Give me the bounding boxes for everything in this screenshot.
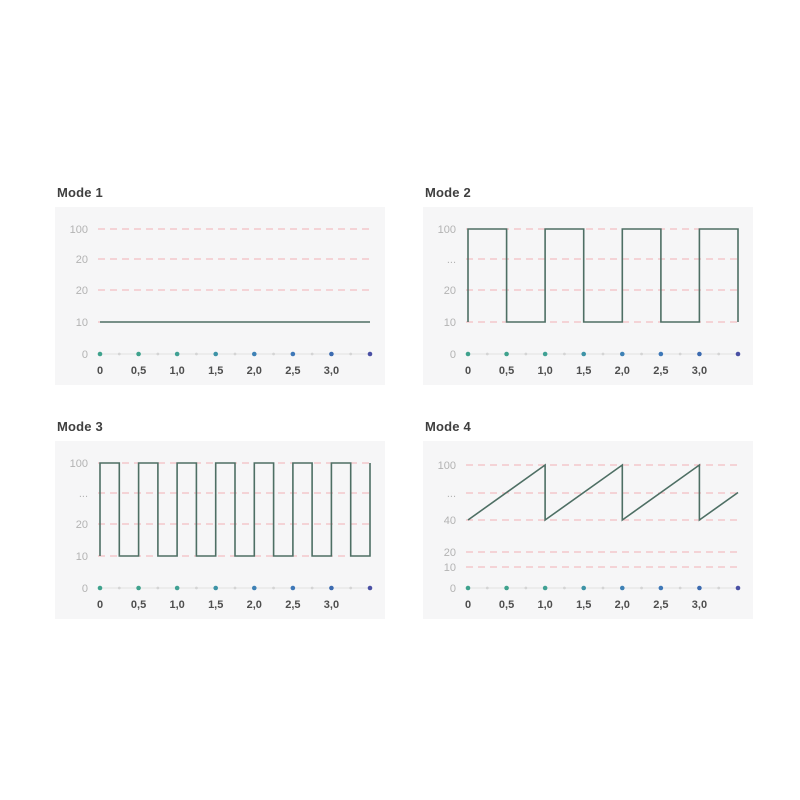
x-axis-dot	[466, 352, 471, 357]
x-axis-minor-dot	[563, 353, 566, 356]
chart-title: Mode 4	[425, 419, 471, 434]
x-axis-minor-dot	[486, 353, 489, 356]
y-tick-label: 40	[443, 515, 456, 527]
x-axis-minor-dot	[118, 587, 121, 590]
x-axis-minor-dot	[349, 587, 352, 590]
x-axis-dot	[98, 586, 103, 591]
x-axis-minor-dot	[349, 353, 352, 356]
x-axis-minor-dot	[679, 587, 682, 590]
x-axis-dot	[659, 352, 664, 357]
x-tick-label: 0	[96, 599, 104, 611]
chart-title: Mode 2	[425, 185, 471, 200]
x-axis-minor-dot	[717, 587, 720, 590]
x-axis-minor-dot	[272, 587, 275, 590]
chart-title: Mode 1	[57, 185, 103, 200]
x-tick-label: 3,0	[323, 599, 340, 611]
chart-plot-background	[423, 441, 753, 619]
x-tick-label: 1,0	[169, 599, 185, 611]
y-tick-label: 20	[75, 254, 88, 266]
x-tick-label: 0,5	[130, 599, 147, 611]
x-tick-label: 0	[464, 365, 472, 377]
x-axis-minor-dot	[272, 353, 275, 356]
x-axis-dot	[368, 586, 373, 591]
x-axis-dot	[620, 586, 625, 591]
x-tick-label: 3,0	[691, 365, 708, 377]
x-axis-dot	[697, 586, 702, 591]
x-axis-minor-dot	[195, 353, 198, 356]
x-tick-label: 0,5	[498, 365, 515, 377]
x-axis-dot	[368, 352, 373, 357]
x-tick-label: 2,5	[285, 365, 301, 377]
x-axis-minor-dot	[717, 353, 720, 356]
chart-svg	[423, 207, 753, 385]
y-tick-label: 20	[443, 285, 456, 297]
y-tick-label: 0	[81, 583, 88, 595]
y-tick-label: ...	[446, 254, 456, 266]
x-tick-label: 2,0	[614, 365, 630, 377]
x-tick-label: 1,0	[537, 599, 553, 611]
x-axis-minor-dot	[311, 353, 314, 356]
x-tick-label: 3,0	[323, 365, 340, 377]
x-axis-dot	[581, 352, 586, 357]
x-axis-dot	[543, 352, 548, 357]
x-axis-dot	[329, 352, 334, 357]
x-axis-dot	[581, 586, 586, 591]
y-tick-label: ...	[446, 488, 456, 500]
x-tick-label: 3,0	[691, 599, 708, 611]
x-axis-minor-dot	[486, 587, 489, 590]
x-tick-label: 0,5	[130, 365, 147, 377]
y-tick-label: 100	[437, 224, 456, 236]
chart-panel-mode4	[423, 420, 753, 619]
x-axis-minor-dot	[156, 353, 159, 356]
x-axis-dot	[736, 352, 741, 357]
x-tick-label: 1,0	[537, 365, 553, 377]
y-tick-label: ...	[78, 488, 88, 500]
chart-title: Mode 3	[57, 419, 103, 434]
chart-panel-mode2	[423, 186, 753, 385]
x-tick-label: 2,0	[246, 365, 262, 377]
x-axis-minor-dot	[311, 587, 314, 590]
y-tick-label: 10	[75, 317, 88, 329]
x-tick-label: 1,5	[208, 365, 224, 377]
y-tick-label: 100	[69, 458, 88, 470]
y-tick-label: 20	[443, 547, 456, 559]
x-tick-label: 2,5	[653, 365, 669, 377]
chart-plot-background	[55, 441, 385, 619]
x-axis-minor-dot	[679, 353, 682, 356]
x-axis-dot	[252, 586, 257, 591]
x-axis-dot	[697, 352, 702, 357]
x-tick-label: 0,5	[498, 599, 515, 611]
x-axis-dot	[329, 586, 334, 591]
x-axis-dot	[252, 352, 257, 357]
y-tick-label: 100	[69, 224, 88, 236]
x-axis-minor-dot	[118, 353, 121, 356]
x-axis-dot	[136, 586, 141, 591]
chart-plot-background	[55, 207, 385, 385]
x-axis-dot	[213, 586, 218, 591]
y-tick-label: 0	[449, 349, 456, 361]
x-axis-minor-dot	[524, 353, 527, 356]
x-axis-dot	[213, 352, 218, 357]
chart-svg	[55, 207, 385, 385]
y-tick-label: 20	[75, 285, 88, 297]
x-tick-label: 2,5	[285, 599, 301, 611]
x-axis-dot	[98, 352, 103, 357]
x-axis-dot	[736, 586, 741, 591]
x-axis-dot	[659, 586, 664, 591]
chart-plot-background	[423, 207, 753, 385]
x-axis-dot	[504, 352, 509, 357]
y-tick-label: 10	[75, 551, 88, 563]
y-tick-label: 0	[81, 349, 88, 361]
x-axis-dot	[620, 352, 625, 357]
x-tick-label: 2,0	[246, 599, 262, 611]
y-tick-label: 10	[443, 317, 456, 329]
x-axis-dot	[291, 352, 296, 357]
x-axis-dot	[504, 586, 509, 591]
x-tick-label: 1,0	[169, 365, 185, 377]
y-tick-label: 20	[75, 519, 88, 531]
x-axis-minor-dot	[563, 587, 566, 590]
x-axis-minor-dot	[640, 353, 643, 356]
x-axis-minor-dot	[234, 353, 237, 356]
x-axis-minor-dot	[195, 587, 198, 590]
x-axis-dot	[291, 586, 296, 591]
x-axis-dot	[136, 352, 141, 357]
x-tick-label: 1,5	[208, 599, 224, 611]
x-tick-label: 2,5	[653, 599, 669, 611]
x-axis-minor-dot	[234, 587, 237, 590]
x-tick-label: 1,5	[576, 599, 592, 611]
chart-svg	[423, 441, 753, 619]
x-tick-label: 1,5	[576, 365, 592, 377]
chart-panel-mode1	[55, 186, 385, 385]
waveform-line	[468, 229, 738, 322]
y-tick-label: 100	[437, 460, 456, 472]
y-tick-label: 10	[443, 562, 456, 574]
x-tick-label: 2,0	[614, 599, 630, 611]
x-axis-dot	[175, 586, 180, 591]
x-axis-minor-dot	[156, 587, 159, 590]
x-tick-label: 0	[96, 365, 104, 377]
x-axis-minor-dot	[602, 587, 605, 590]
chart-panel-mode3	[55, 420, 385, 619]
x-tick-label: 0	[464, 599, 472, 611]
y-tick-label: 0	[449, 583, 456, 595]
waveform-line	[100, 463, 370, 556]
x-axis-dot	[466, 586, 471, 591]
x-axis-dot	[543, 586, 548, 591]
x-axis-minor-dot	[640, 587, 643, 590]
x-axis-dot	[175, 352, 180, 357]
x-axis-minor-dot	[524, 587, 527, 590]
x-axis-minor-dot	[602, 353, 605, 356]
chart-svg	[55, 441, 385, 619]
